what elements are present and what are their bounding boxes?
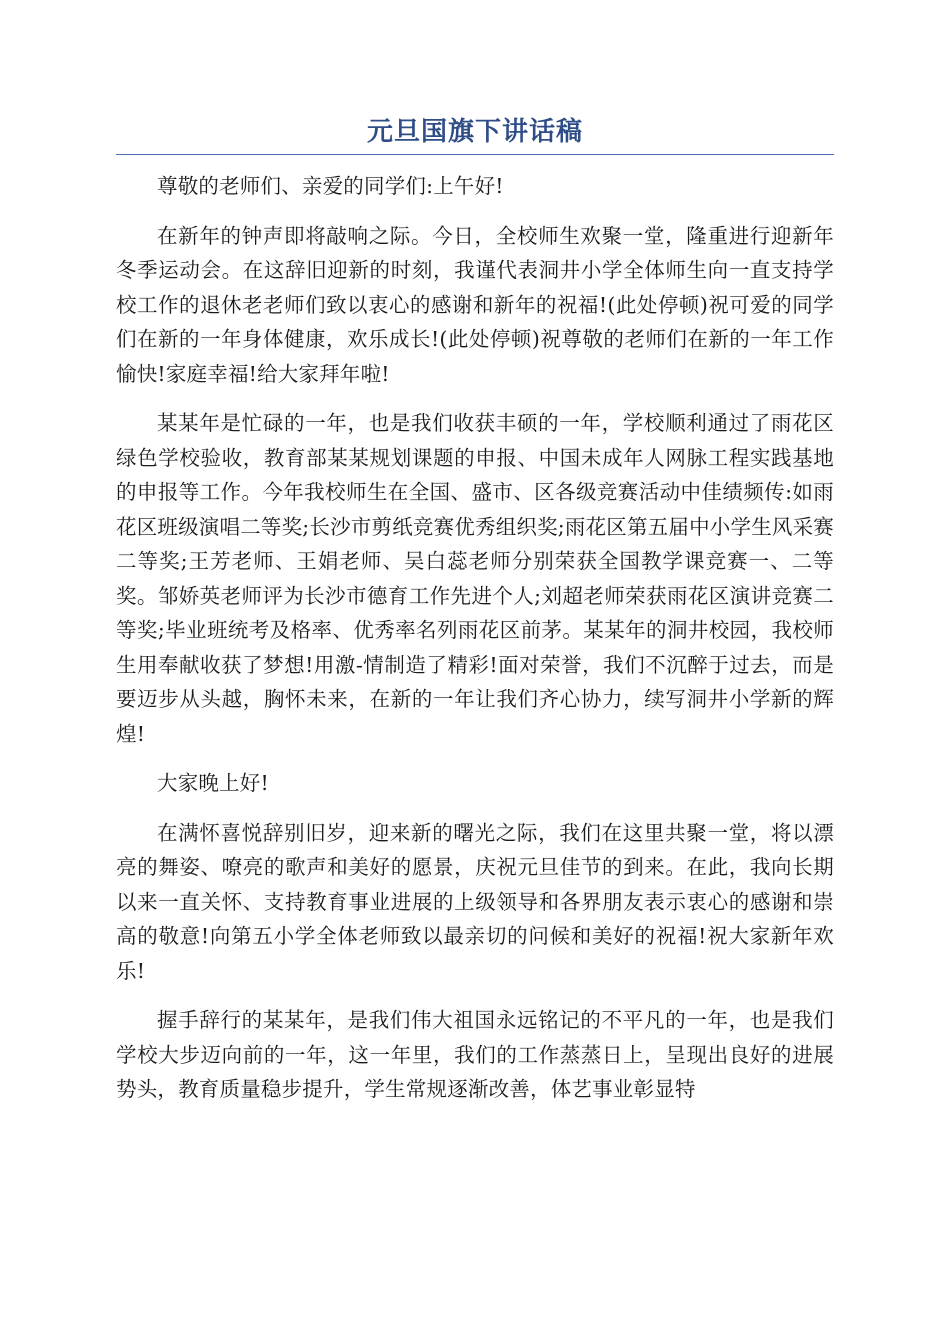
document-body (116, 169, 834, 1107)
paragraph-achievements: 某某年是忙碌的一年，也是我们收获丰硕的一年，学校顺利通过了雨花区绿色学校验收，教育部某某规划课题的申报、中国未成年人网脉工程实践基地的申报等工作。今年我校师生在全国、盛市、区各级竞赛活动中佳绩频传:如雨花区班级演唱二等奖;长沙市剪纸竞赛优秀组织奖;雨花区第五届中小学生风采赛二等奖;王芳老师、王娟老师、吴白蕊老师分别荣获全国教学课竞赛一、二等奖。邹娇英老师评为长沙市德育工作先进个人;刘超老师荣获雨花区演讲竞赛二等奖;毕业班统考及格率、优秀率名列雨花区前茅。某某年的洞井校园，我校师生用奉献收获了梦想!用激-情制造了精彩!面对荣誉，我们不沉醉于过去，而是要迈步从头越，胸怀未来，在新的一年让我们齐心协力，续写洞井小学新的辉煌! (116, 411, 835, 746)
paragraph-celebration: 在满怀喜悦辞别旧岁，迎来新的曙光之际，我们在这里共聚一堂，将以漂亮的舞姿、嘹亮的歌声和美好的愿景，庆祝元旦佳节的到来。在此，我向长期以来一直关怀、支持教育事业进展的上级领导和各界朋友表示衷心的感谢和崇高的敬意!向第五小学全体老师致以最亲切的问候和美好的祝福!祝大家新年欢乐! (116, 820, 834, 983)
title-underline (116, 154, 834, 155)
paragraph-year-review: 握手辞行的某某年，是我们伟大祖国永远铭记的不平凡的一年，也是我们学校大步迈向前的一年，这一年里，我们的工作蒸蒸日上，呈现出良好的进展势头，教育质量稳步提升，学生常规逐渐改善，体艺事业彰显特 (116, 1008, 834, 1101)
paragraph-new-year-wishes: 在新年的钟声即将敲响之际。今日，全校师生欢聚一堂，隆重进行迎新年冬季运动会。在这辞旧迎新的时刻，我谨代表洞井小学全体师生向一直支持学校工作的退休老老师们致以衷心的感谢和新年的祝福!(此处停顿)祝可爱的同学们在新的一年身体健康，欢乐成长!(此处停顿)祝尊敬的老师们在新的一年工作愉快!家庭幸福!给大家拜年啦! (116, 223, 834, 386)
document-page (116, 110, 834, 1122)
document-title: 元旦国旗下讲话稿 (366, 117, 583, 147)
paragraph-greeting: 尊敬的老师们、亲爱的同学们:上午好! (157, 174, 504, 198)
paragraph-evening-greeting: 大家晚上好! (157, 771, 269, 795)
